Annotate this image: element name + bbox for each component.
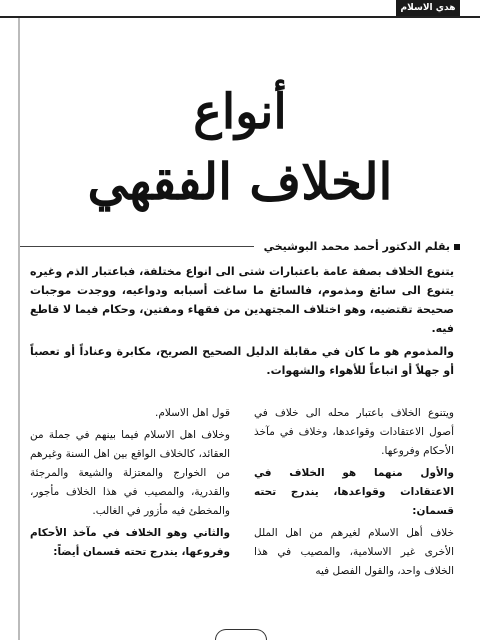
body-paragraph: والأول منهما هو الخلاف في الاعتقادات وقواعدها، يندرج تحته قسمان:	[254, 467, 454, 517]
right-column	[254, 404, 454, 640]
magazine-name-tab: هدي الاسلام	[396, 0, 460, 16]
article-title-line-2: الخلاف الفقهي	[87, 152, 393, 211]
page-header	[0, 0, 480, 18]
byline-bullet-icon	[454, 244, 460, 250]
article-intro	[30, 262, 454, 384]
byline-text: بقلم الدكتور أحمد محمد البوشيخي	[263, 240, 450, 253]
article-title-line-1: أنواع	[193, 84, 287, 140]
left-column	[30, 404, 230, 640]
body-paragraph: والثاني وهو الخلاف في مآخذ الأحكام وفروعها، يندرج تحته قسمان أيضاً:	[30, 527, 230, 558]
intro-paragraph: يتنوع الخلاف بصفة عامة باعتبارات شتى الى انواع مختلفة، فباعتبار الذم وغيره يتنوع الى سائغ ومذموم، فالسائغ ما ساغت أسبابه ودواعيه، ووجدت موجبات صحيحة تقتضيه، وهو اختلاف المجتهدين من فقهاء ومفتين، وحكام فيما لا قاطع فيه.	[30, 265, 454, 335]
body-paragraph: قول اهل الاسلام.	[155, 407, 230, 419]
page-number-tab	[215, 629, 267, 640]
body-paragraph: ويتنوع الخلاف باعتبار محله الى خلاف في أصول الاعتقادات وقواعدها، وخلاف في مآخذ الأحكام وفروعها.	[254, 407, 454, 457]
body-paragraph: خلاف أهل الاسلام لغيرهم من اهل الملل الأخرى غير الاسلامية، والمصيب في هذا الخلاف واحد، والقول الفصل فيه	[254, 527, 454, 577]
byline	[20, 240, 460, 253]
byline-rule	[20, 246, 254, 247]
article-columns	[30, 404, 454, 640]
body-paragraph: وخلاف اهل الاسلام فيما بينهم في جملة من العقائد، كالخلاف الواقع بين اهل السنة وغيرهم من الخوارج والمعتزلة والشيعة والمرجئة والقدرية، والمصيب في هذا الخلاف مأجور، والمخطئ فيه مأزور في الغالب.	[30, 429, 230, 517]
intro-paragraph: والمذموم هو ما كان في مقابلة الدليل الصحيح الصريح، مكابرة وعناداً أو تعصباً أو جهلاً أو اتباعاً للأهواء والشهوات.	[30, 345, 454, 377]
